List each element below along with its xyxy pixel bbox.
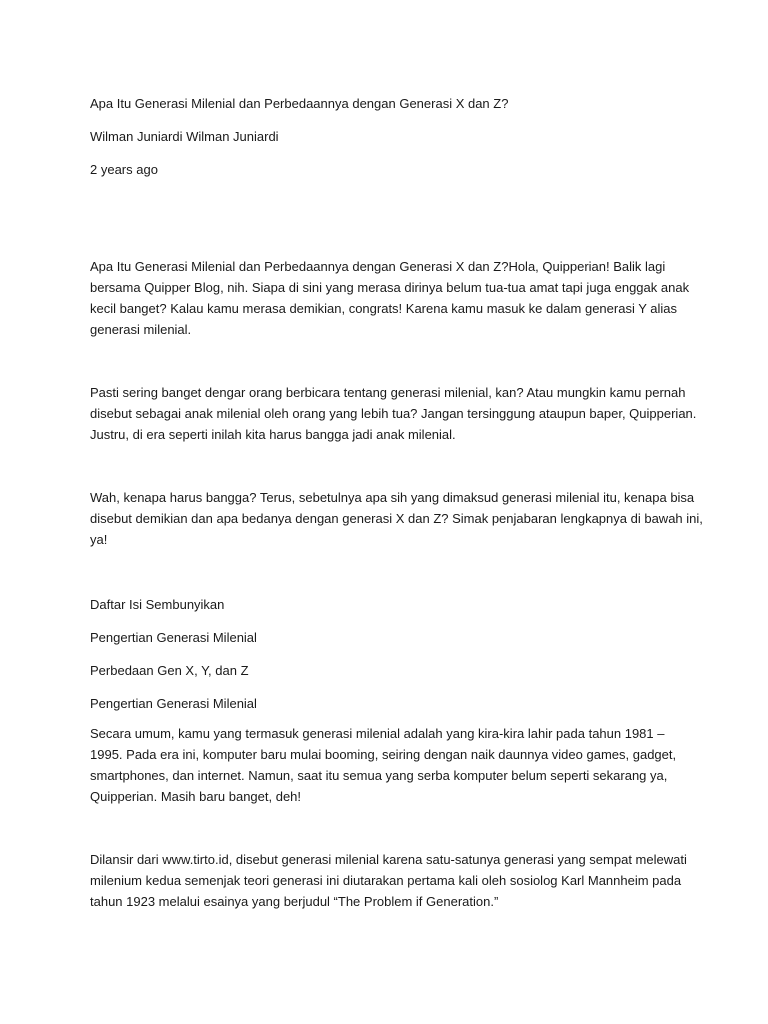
- text-line: disebut sebagai anak milenial oleh orang yang lebih tua? Jangan tersinggung ataupun baper, Quipperian.: [90, 406, 697, 421]
- text-line: tahun 1923 melalui esainya yang berjudul “The Problem if Generation.”: [90, 894, 499, 909]
- text-line: Pasti sering banget dengar orang berbicara tentang generasi milenial, kan? Atau mungkin kamu pernah: [90, 385, 686, 400]
- intro-paragraph-1: [90, 256, 690, 340]
- time-ago: 2 years ago: [90, 162, 158, 177]
- text-line: Dilansir dari www.tirto.id, disebut generasi milenial karena satu-satunya generasi yang sempat melewati: [90, 852, 687, 867]
- text-line: smartphones, dan internet. Namun, saat itu semua yang serba komputer belum seperti sekarang ya,: [90, 768, 668, 783]
- author-line: Wilman Juniardi Wilman Juniardi: [90, 129, 279, 144]
- section-paragraph-1: [90, 723, 690, 807]
- intro-paragraph-2: [90, 382, 697, 445]
- text-line: bersama Quipper Blog, nih. Siapa di sini yang merasa dirinya belum tua-tua amat tapi juga enggak anak: [90, 280, 690, 295]
- text-line: kecil banget? Kalau kamu merasa demikian, congrats! Karena kamu masuk ke dalam generasi Y alias: [90, 301, 677, 316]
- toc-header: Daftar Isi Sembunyikan: [90, 597, 225, 612]
- text-line: ya!: [90, 532, 108, 547]
- text-line: 1995. Pada era ini, komputer baru mulai booming, seiring dengan naik daunnya video games, gadget,: [90, 747, 677, 762]
- intro-paragraph-3: [90, 487, 703, 550]
- text-line: milenium kedua semenjak teori generasi ini diutarakan pertama kali oleh sosiolog Karl Mannheim pada: [90, 873, 682, 888]
- toc-item[interactable]: Perbedaan Gen X, Y, dan Z: [90, 663, 249, 678]
- toc-item[interactable]: Pengertian Generasi Milenial: [90, 630, 257, 645]
- text-line: Justru, di era seperti inilah kita harus bangga jadi anak milenial.: [90, 427, 456, 442]
- text-line: generasi milenial.: [90, 322, 192, 337]
- text-line: Quipperian. Masih baru banget, deh!: [90, 789, 302, 804]
- text-line: Secara umum, kamu yang termasuk generasi milenial adalah yang kira-kira lahir pada tahun 1981 –: [90, 726, 665, 741]
- text-line: disebut demikian dan apa bedanya dengan generasi X dan Z? Simak penjabaran lengkapnya di bawah ini,: [90, 511, 703, 526]
- text-line: Apa Itu Generasi Milenial dan Perbedaannya dengan Generasi X dan Z?Hola, Quipperian! Balik lagi: [90, 259, 666, 274]
- section-heading: Pengertian Generasi Milenial: [90, 696, 257, 711]
- text-line: Wah, kenapa harus bangga? Terus, sebetulnya apa sih yang dimaksud generasi milenial itu, kenapa bisa: [90, 490, 695, 505]
- section-paragraph-2: [90, 849, 690, 912]
- article-title: Apa Itu Generasi Milenial dan Perbedaannya dengan Generasi X dan Z?: [90, 96, 509, 111]
